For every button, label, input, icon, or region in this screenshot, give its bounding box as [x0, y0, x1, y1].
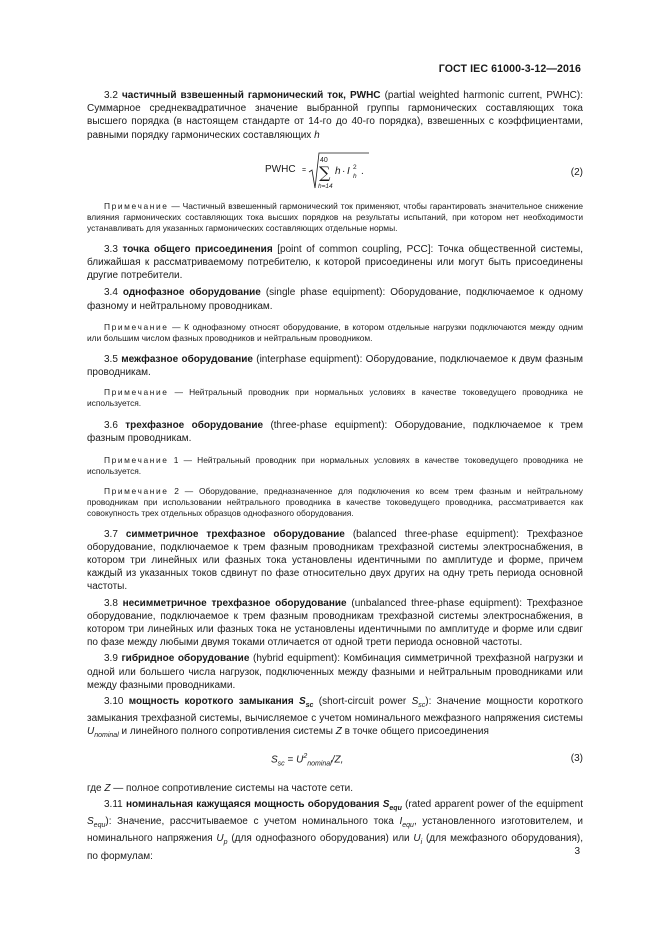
mult-dot: · — [342, 165, 346, 177]
term-i: I — [347, 165, 350, 177]
pwhc-formula-graphic — [265, 150, 405, 194]
definition-3-4: 3.4 однофазное оборудование (single phase equipment): Оборудование, подключаемое к одному фазному и нейтральному проводникам. — [87, 287, 583, 312]
definition-3-3: 3.3 точка общего присоединения [point of common coupling, PCC]: Точка общественной системы, ближайшая к рассматриваемому потребителю, к которой присоединены или могут быть присоединены другие потребители. — [87, 243, 583, 282]
definition-3-5: 3.5 межфазное оборудование (interphase equipment): Оборудование, подключаемое к двум фазным проводникам. — [87, 353, 583, 379]
page-content — [87, 89, 583, 863]
term-sub: h — [353, 172, 357, 180]
definition-3-6: 3.6 трехфазное оборудование (three-phase equipment): Оборудование, подключаемое к трем фазным проводникам. — [87, 420, 583, 445]
note-3-4: Примечание — К однофазному относят оборудование, в котором отдельные нагрузки подключаются между одним или большим числом фазных проводников и нейтральным проводником. — [87, 321, 583, 343]
term: номинальная кажущаяся мощность оборудования — [125, 798, 380, 810]
formula-number: (2) — [570, 166, 583, 178]
definition-3-9: 3.9 гибридное оборудование (hybrid equipment): Комбинация симметричной трехфазной нагрузки и одной или большего числа нагрузок, подключенных между фазными и нейтральным проводниками или между фазными проводниками. — [87, 653, 584, 691]
term: мощность короткого замыкания — [128, 696, 294, 708]
term: точка общего присоединения — [122, 243, 273, 255]
formula-number: (3) — [570, 752, 583, 764]
term: трехфазное оборудование — [125, 420, 264, 432]
page-number: 3 — [574, 846, 580, 857]
term: несимметричное трехфазное оборудование — [122, 597, 347, 609]
term: межфазное оборудование — [121, 353, 253, 365]
definition-3-10: 3.10 мощность короткого замыкания $S_{sc}$ (short-circuit power $S_{sc}$): Значение мощности короткого замыкания трехфазной системы, вычисляемое с учетом номинального межфазного напряжения системы $U_{nominal}$ и линейного полного сопротивления системы Z в точке общего присоединения — [87, 696, 584, 740]
formula-2 — [87, 150, 583, 196]
formula-lhs: PWHC — [265, 163, 296, 175]
note-3-2: Примечание — Частичный взвешенный гармонический ток применяют, чтобы гарантировать значительное снижение влияния гармонических составляющих тока высших порядков на результаты испытаний, при котором нет необходимости устанавливать для указанных гармонических составляющих отдельные нормы. — [87, 200, 583, 233]
term: гибридное оборудование — [121, 653, 250, 665]
term: симметричное трехфазное оборудование — [125, 528, 345, 540]
sum-upper: 40 — [320, 156, 328, 164]
note-3-5: Примечание — Нейтральный проводник при нормальных условиях в качестве токоведущего проводника не используется. — [87, 387, 583, 409]
definition-3-8: 3.8 несимметричное трехфазное оборудование (unbalanced three-phase equipment): Трехфазное оборудование, подключаемое к трем фазным проводникам трехфазной системы электроснабжения, в котором три линейных или фазных тока не установлены идентичными по амплитуде и форме или сдвиг по фазе между любыми двумя токами отличается от одной трети периода основной частоты. — [87, 597, 584, 649]
formula-sc: $S_{sc} = U^2_{nominal}/Z$, — [271, 752, 344, 768]
note-3-6-1: Примечание 1 — Нейтральный проводник при нормальных условиях в качестве токоведущего проводника не используется. — [87, 454, 583, 476]
note-3-6-2: Примечание 2 — Оборудование, предназначенное для подключения ко всем трем фазным и нейтральному проводникам при использовании нейтрального проводника в качестве токоведущего проводника, рассматривается как совокупность трех отдельных образцов однофазного оборудования. — [87, 485, 583, 518]
term: однофазное оборудование — [122, 287, 261, 299]
formula-end: . — [361, 165, 364, 177]
term-sup: 2 — [353, 163, 357, 171]
formula-equals: = — [302, 166, 307, 174]
where-clause: где Z — полное сопротивление системы на частоте сети. — [87, 782, 354, 794]
formula-3 — [87, 747, 583, 777]
standard-header: ГОСТ IEC 61000-3-12—2016 — [438, 63, 581, 75]
definition-3-7: 3.7 симметричное трехфазное оборудование (balanced three-phase equipment): Трехфазное оборудование, подключаемое к трем фазным проводникам трехфазной системы электроснабжения, в котором три линейных или фазных тока установлены идентичными по амплитуде и форме, причем каждый из указанных токов сдвинут по фазе относительно двух других на одну треть периода основной частоты. — [87, 528, 584, 593]
sum-lower: h=14 — [318, 182, 333, 190]
term: частичный взвешенный гармонический ток, PWHC — [121, 90, 381, 101]
sigma-icon: ∑ — [319, 162, 331, 182]
definition-3-11: 3.11 номинальная кажущаяся мощность оборудования $S_{equ}$ (rated apparent power of the equipment $S_{equ}$): Значение, рассчитываемое с учетом номинального тока $I_{equ}$, установленного изготовителем, и номинального напряжения $U_p$ (для однофазного оборудования) или $U_i$ (для межфазного оборудования), по формулам: — [87, 798, 584, 862]
term-h: h — [335, 165, 341, 177]
definition-3-2: 3.2 частичный взвешенный гармонический ток, PWHC (partial weighted harmonic current, PWHC): Суммарное среднеквадратичное значение выбранной группы гармонических составляющих тока высшего порядка (в настоящем стандарте от 14-го до 40-го порядка), взвешенных с коэффициентами, равными порядку гармонических составляющих h — [87, 90, 584, 141]
